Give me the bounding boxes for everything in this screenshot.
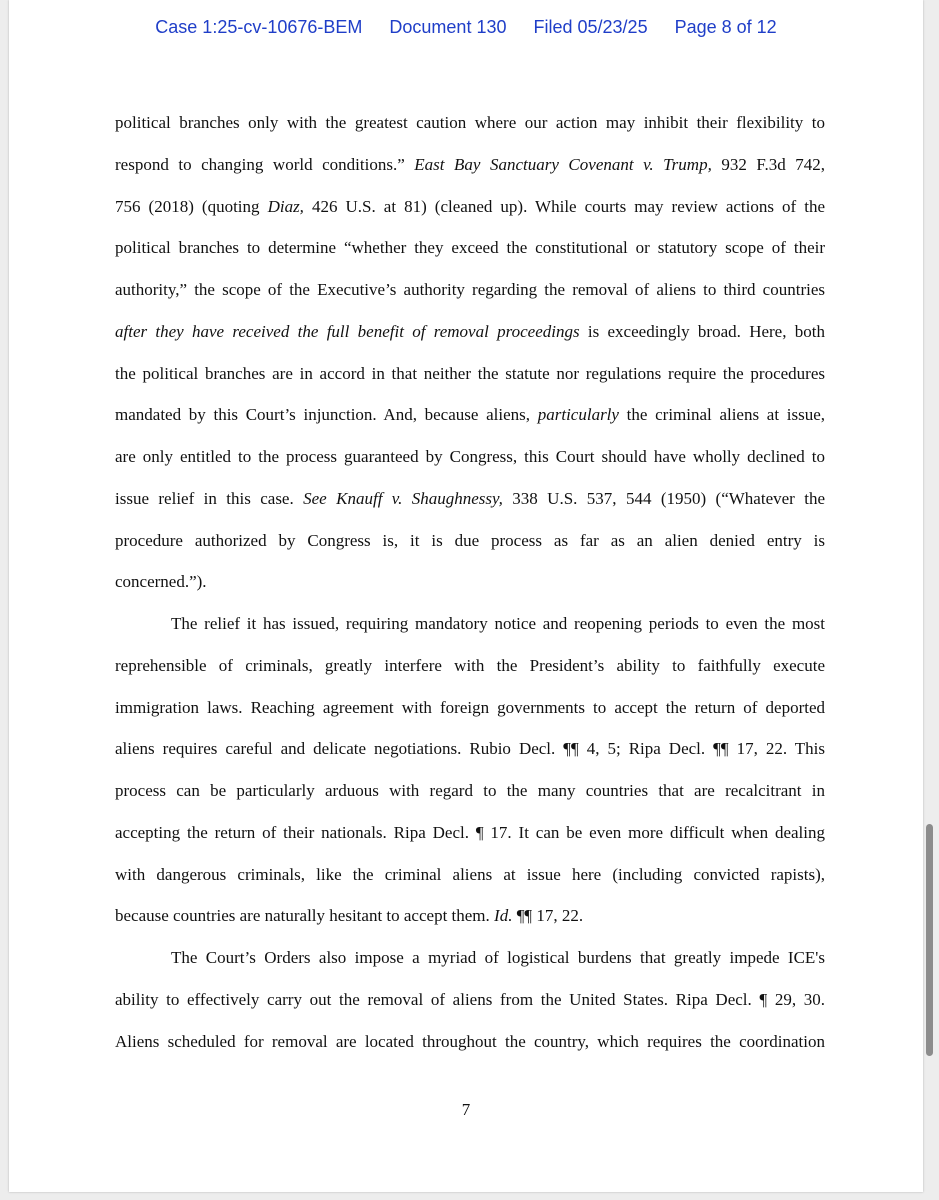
document-number: Document 130 xyxy=(389,17,507,37)
text-line: procedure authorized by Congress is, it is due process as far as an alien denied entry is xyxy=(115,530,825,550)
text-line: because countries are naturally hesitant to accept them. Id. ¶¶ 17, 22. xyxy=(115,906,584,926)
text-line: The Court’s Orders also impose a myriad of logistical burdens that greatly impede ICE's xyxy=(171,948,825,967)
ecf-header xyxy=(9,17,923,38)
page-number: 7 xyxy=(461,1100,471,1119)
text-line: with dangerous criminals, like the criminal aliens at issue here (including convicted rapists), xyxy=(115,864,825,884)
document-page xyxy=(9,0,923,1192)
filed-date: Filed 05/23/25 xyxy=(533,17,648,37)
scrollbar-thumb[interactable] xyxy=(926,824,933,1056)
body-text xyxy=(115,102,825,1062)
italic-citation: Diaz, xyxy=(267,196,304,216)
page-count: Page 8 of 12 xyxy=(674,17,777,37)
text-line: after they have received the full benefit of removal proceedings is exceedingly broad. Here, both xyxy=(115,321,825,341)
case-number: Case 1:25-cv-10676-BEM xyxy=(155,17,363,37)
text-line: reprehensible of criminals, greatly interfere with the President’s ability to faithfully execute xyxy=(115,655,825,675)
text-line: aliens requires careful and delicate negotiations. Rubio Decl. ¶¶ 4, 5; Ripa Decl. ¶¶ 17, 22. This xyxy=(115,739,825,759)
text-line: authority,” the scope of the Executive’s authority regarding the removal of aliens to third countries xyxy=(115,280,825,299)
scrollbar[interactable] xyxy=(927,0,937,1200)
italic-citation: East Bay Sanctuary Covenant v. Trump, xyxy=(414,154,712,174)
text-line: 756 (2018) (quoting Diaz, 426 U.S. at 81) (cleaned up). While courts may review actions of the xyxy=(115,196,825,216)
text-line: mandated by this Court’s injunction. And, because aliens, particularly the criminal aliens at issue, xyxy=(115,405,825,425)
text-line: accepting the return of their nationals. Ripa Decl. ¶ 17. It can be even more difficult when dealing xyxy=(115,822,825,842)
text-line: ability to effectively carry out the removal of aliens from the United States. Ripa Decl. ¶ 29, 30. xyxy=(115,989,825,1009)
text-line: respond to changing world conditions.” East Bay Sanctuary Covenant v. Trump, 932 F.3d 742, xyxy=(115,154,825,174)
text-line: concerned.”). xyxy=(115,572,207,592)
text-line: process can be particularly arduous with regard to the many countries that are recalcitrant in xyxy=(115,781,825,800)
italic-citation: See Knauff v. Shaughnessy, xyxy=(303,488,503,508)
italic-citation: Id. xyxy=(494,906,513,926)
italic-citation: particularly xyxy=(537,405,619,425)
text-line: political branches to determine “whether they exceed the constitutional or statutory scope of their xyxy=(115,238,825,258)
italic-citation: after they have received the full benefit of removal proceedings xyxy=(115,321,580,341)
text-line: issue relief in this case. See Knauff v. Shaughnessy, 338 U.S. 537, 544 (1950) (“Whatever the xyxy=(115,488,825,508)
text-line: Aliens scheduled for removal are located throughout the country, which requires the coordination xyxy=(115,1031,825,1051)
text-line: are only entitled to the process guaranteed by Congress, this Court should have wholly declined to xyxy=(115,447,825,466)
text-line: immigration laws. Reaching agreement with foreign governments to accept the return of deported xyxy=(115,697,825,717)
text-line: the political branches are in accord in that neither the statute nor regulations require the procedures xyxy=(115,363,825,383)
text-line: The relief it has issued, requiring mandatory notice and reopening periods to even the most xyxy=(171,614,825,633)
text-line: political branches only with the greatest caution where our action may inhibit their flexibility to xyxy=(115,113,825,132)
